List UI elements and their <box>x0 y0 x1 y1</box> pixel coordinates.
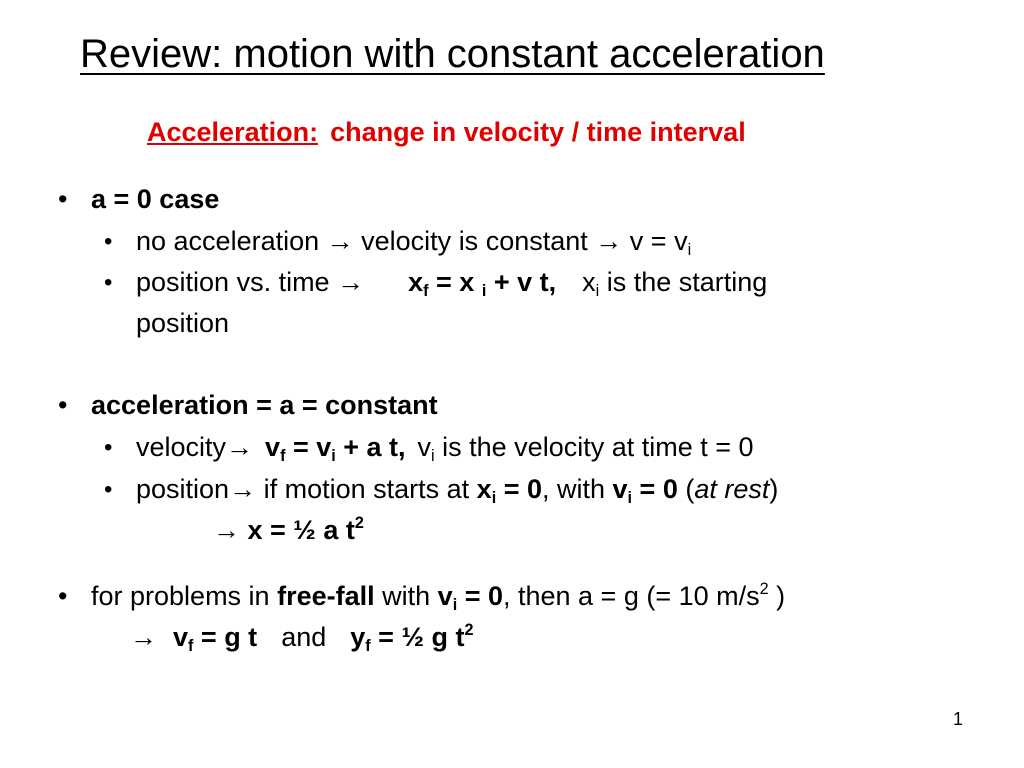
text-at-rest: at rest <box>694 474 770 504</box>
equation-xi-zero: $x_i = 0$ <box>476 474 542 507</box>
text-v-equals: v = v <box>629 226 688 256</box>
bullet-velocity: • <box>104 434 113 461</box>
arrow-icon: → <box>229 474 257 504</box>
text-position-vs-time: position vs. time <box>136 267 330 297</box>
subtitle-text: change in velocity / time interval <box>330 117 746 147</box>
arrow-icon: → <box>337 267 365 297</box>
bullet-position-time: • <box>104 269 113 296</box>
subscript-i: i <box>687 241 692 259</box>
line-velocity: velocity→ $v_f = v_i + a$ t, $v_i$ is the velocity at time t = 0 <box>136 432 754 465</box>
line-free-fall-equations: → $v_f = g$ t and $y_f$ = ½ g $t^2$ <box>130 621 474 655</box>
equation-xf: $x_f = x$ $_i$ + v t, <box>408 267 557 300</box>
bullet-no-acceleration: • <box>104 228 113 255</box>
line-position-time: position vs. time → $x_f = x$ $_i$ + v t, $x_i$ is the starting <box>136 267 768 300</box>
bullet-a-zero: • <box>58 184 68 214</box>
equation-vf: $v_f = v_i + a$ t, <box>265 432 406 465</box>
text-and: and <box>281 622 327 652</box>
line-no-acceleration <box>136 225 691 257</box>
heading-a-constant: acceleration = a = constant <box>91 390 438 420</box>
arrow-icon: → <box>226 432 254 462</box>
subtitle-label: Acceleration: <box>147 117 319 147</box>
text-with: , with <box>541 474 613 504</box>
arrow-icon: → <box>595 226 623 256</box>
text-then-a-equals-g: , then a = g (= 10 m/s <box>502 581 760 611</box>
text-no-acceleration: no acceleration <box>136 226 320 256</box>
equation-yf: = ½ g t <box>370 622 465 652</box>
equation-x-half-at2: → x = ½ a $t^2$ <box>213 514 364 545</box>
line-free-fall: for problems in free-fall with $v_i = 0$, then a = g (= 10 $m/s^2$ ) <box>91 580 786 614</box>
text-position: position <box>136 474 230 504</box>
equation-vi-zero-ff: $v_i = 0$ <box>437 581 503 614</box>
bullet-free-fall: • <box>58 581 68 611</box>
text-if-motion: if motion starts at <box>256 474 477 504</box>
bullet-position: • <box>104 476 113 503</box>
page-number: 1 <box>953 709 964 729</box>
line-position: position→ if motion starts at $x_i = 0$, with $v_i = 0$ (at rest) <box>136 474 779 507</box>
text-velocity-at-time: is the velocity at time t = 0 <box>434 432 754 462</box>
text-vi: v <box>417 432 432 462</box>
text-position-continued: position <box>136 308 230 338</box>
heading-a-zero: a = 0 case <box>91 184 220 214</box>
text-velocity: velocity <box>136 432 227 462</box>
text-xi: x <box>582 267 596 297</box>
subtitle <box>147 116 947 148</box>
text-velocity-constant: velocity is constant <box>361 226 588 256</box>
arrow-icon: → <box>213 515 240 545</box>
bullet-a-constant: • <box>58 390 68 420</box>
equation-vf-gt: = g t <box>193 622 258 652</box>
text-starting: is the starting <box>599 267 768 297</box>
equation-vi-zero: $v_i = 0$ <box>612 474 678 507</box>
arrow-icon: → <box>326 226 354 256</box>
slide-title: Review: motion with constant acceleration <box>80 32 825 76</box>
arrow-icon: → <box>130 622 157 652</box>
text-free-fall: free-fall <box>277 581 375 611</box>
